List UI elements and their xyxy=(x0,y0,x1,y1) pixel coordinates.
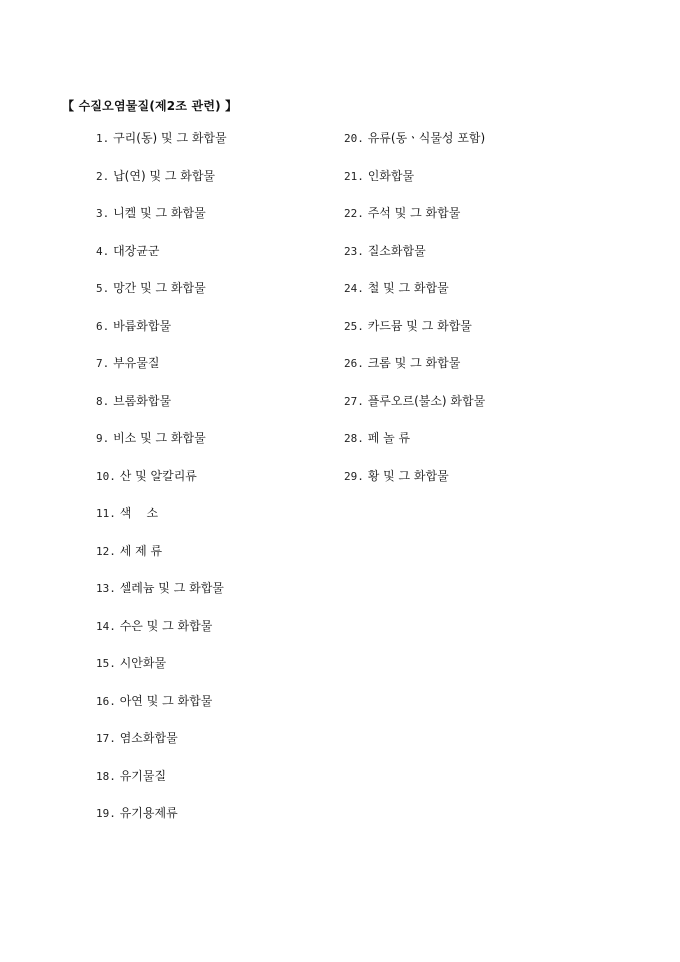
item-label: 바륨화합물 xyxy=(113,318,172,333)
item-number: 19. xyxy=(96,807,116,820)
list-item xyxy=(344,199,644,237)
item-number: 10. xyxy=(96,469,116,483)
list-item xyxy=(344,387,644,425)
list-item xyxy=(344,312,644,350)
item-label: 시안화물 xyxy=(119,656,167,670)
list-item xyxy=(96,237,336,275)
list-item xyxy=(344,162,644,200)
item-number: 20. xyxy=(344,132,364,145)
pollutant-list-right xyxy=(344,124,644,499)
item-label: 페 놀 류 xyxy=(367,431,411,445)
item-number: 28. xyxy=(344,432,364,445)
item-number: 25. xyxy=(344,319,364,333)
item-number: 1. xyxy=(96,132,110,145)
document-title: 【 수질오염물질(제2조 관련) 】 xyxy=(62,99,238,113)
item-number: 5. xyxy=(96,282,110,295)
item-label: 비소 및 그 화합물 xyxy=(113,431,206,445)
item-number: 15. xyxy=(96,657,116,670)
item-number: 23. xyxy=(344,244,364,258)
item-label: 대장균군 xyxy=(113,243,160,258)
item-label: 유기용제류 xyxy=(119,806,178,820)
item-number: 12. xyxy=(96,544,116,558)
item-number: 6. xyxy=(96,319,110,333)
item-number: 16. xyxy=(96,694,116,708)
list-item xyxy=(96,462,336,500)
list-item xyxy=(96,687,336,725)
item-label: 수은 및 그 화합물 xyxy=(119,618,213,633)
item-label: 셀레늄 및 그 화합물 xyxy=(119,581,224,595)
list-item xyxy=(96,162,336,200)
list-item xyxy=(96,124,336,162)
item-number: 18. xyxy=(96,769,116,783)
item-label: 질소화합물 xyxy=(367,243,426,258)
list-item xyxy=(344,424,644,462)
item-number: 7. xyxy=(96,357,110,370)
item-label: 산 및 알칼리류 xyxy=(119,468,197,483)
list-item xyxy=(96,312,336,350)
item-label: 니켈 및 그 화합물 xyxy=(113,206,206,220)
item-label: 납(연) 및 그 화합물 xyxy=(113,168,216,183)
list-item xyxy=(344,462,644,500)
list-item xyxy=(96,274,336,312)
item-label: 유류(동ㆍ식물성 포함) xyxy=(367,131,486,145)
item-label: 부유물질 xyxy=(113,356,160,370)
item-label: 세 제 류 xyxy=(119,543,163,558)
list-item xyxy=(96,349,336,387)
item-number: 9. xyxy=(96,432,110,445)
item-label: 망간 및 그 화합물 xyxy=(113,281,206,295)
list-item xyxy=(344,124,644,162)
item-label: 인화합물 xyxy=(367,168,415,183)
item-label: 플루오르(불소) 화합물 xyxy=(367,393,486,408)
item-label: 철 및 그 화합물 xyxy=(367,281,449,295)
list-item xyxy=(96,199,336,237)
item-number: 14. xyxy=(96,619,116,633)
item-number: 26. xyxy=(344,357,364,370)
list-item xyxy=(96,649,336,687)
item-number: 3. xyxy=(96,207,110,220)
list-item xyxy=(96,799,336,837)
list-item xyxy=(344,274,644,312)
item-label: 크롬 및 그 화합물 xyxy=(367,356,461,370)
item-label: 염소화합물 xyxy=(119,731,178,745)
item-number: 21. xyxy=(344,169,364,183)
item-label: 유기물질 xyxy=(119,768,167,783)
list-item xyxy=(96,724,336,762)
item-number: 11. xyxy=(96,507,116,520)
item-number: 8. xyxy=(96,394,110,408)
item-number: 22. xyxy=(344,207,364,220)
item-number: 17. xyxy=(96,732,116,745)
list-item xyxy=(96,499,336,537)
item-label: 구리(동) 및 그 화합물 xyxy=(113,131,227,145)
list-item xyxy=(96,537,336,575)
pollutant-list-left xyxy=(96,124,336,837)
list-item xyxy=(96,387,336,425)
list-item xyxy=(96,762,336,800)
item-number: 24. xyxy=(344,282,364,295)
list-item xyxy=(344,349,644,387)
item-number: 2. xyxy=(96,169,110,183)
item-label: 황 및 그 화합물 xyxy=(367,468,449,483)
item-label: 주석 및 그 화합물 xyxy=(367,206,461,220)
item-number: 29. xyxy=(344,469,364,483)
list-item xyxy=(96,424,336,462)
item-number: 4. xyxy=(96,244,110,258)
list-item xyxy=(96,574,336,612)
item-number: 13. xyxy=(96,582,116,595)
item-number: 27. xyxy=(344,394,364,408)
item-label: 아연 및 그 화합물 xyxy=(119,693,213,708)
item-label: 카드뮴 및 그 화합물 xyxy=(367,318,472,333)
item-label: 브롬화합물 xyxy=(113,393,172,408)
list-item xyxy=(344,237,644,275)
item-label: 색 소 xyxy=(119,506,159,520)
list-item xyxy=(96,612,336,650)
